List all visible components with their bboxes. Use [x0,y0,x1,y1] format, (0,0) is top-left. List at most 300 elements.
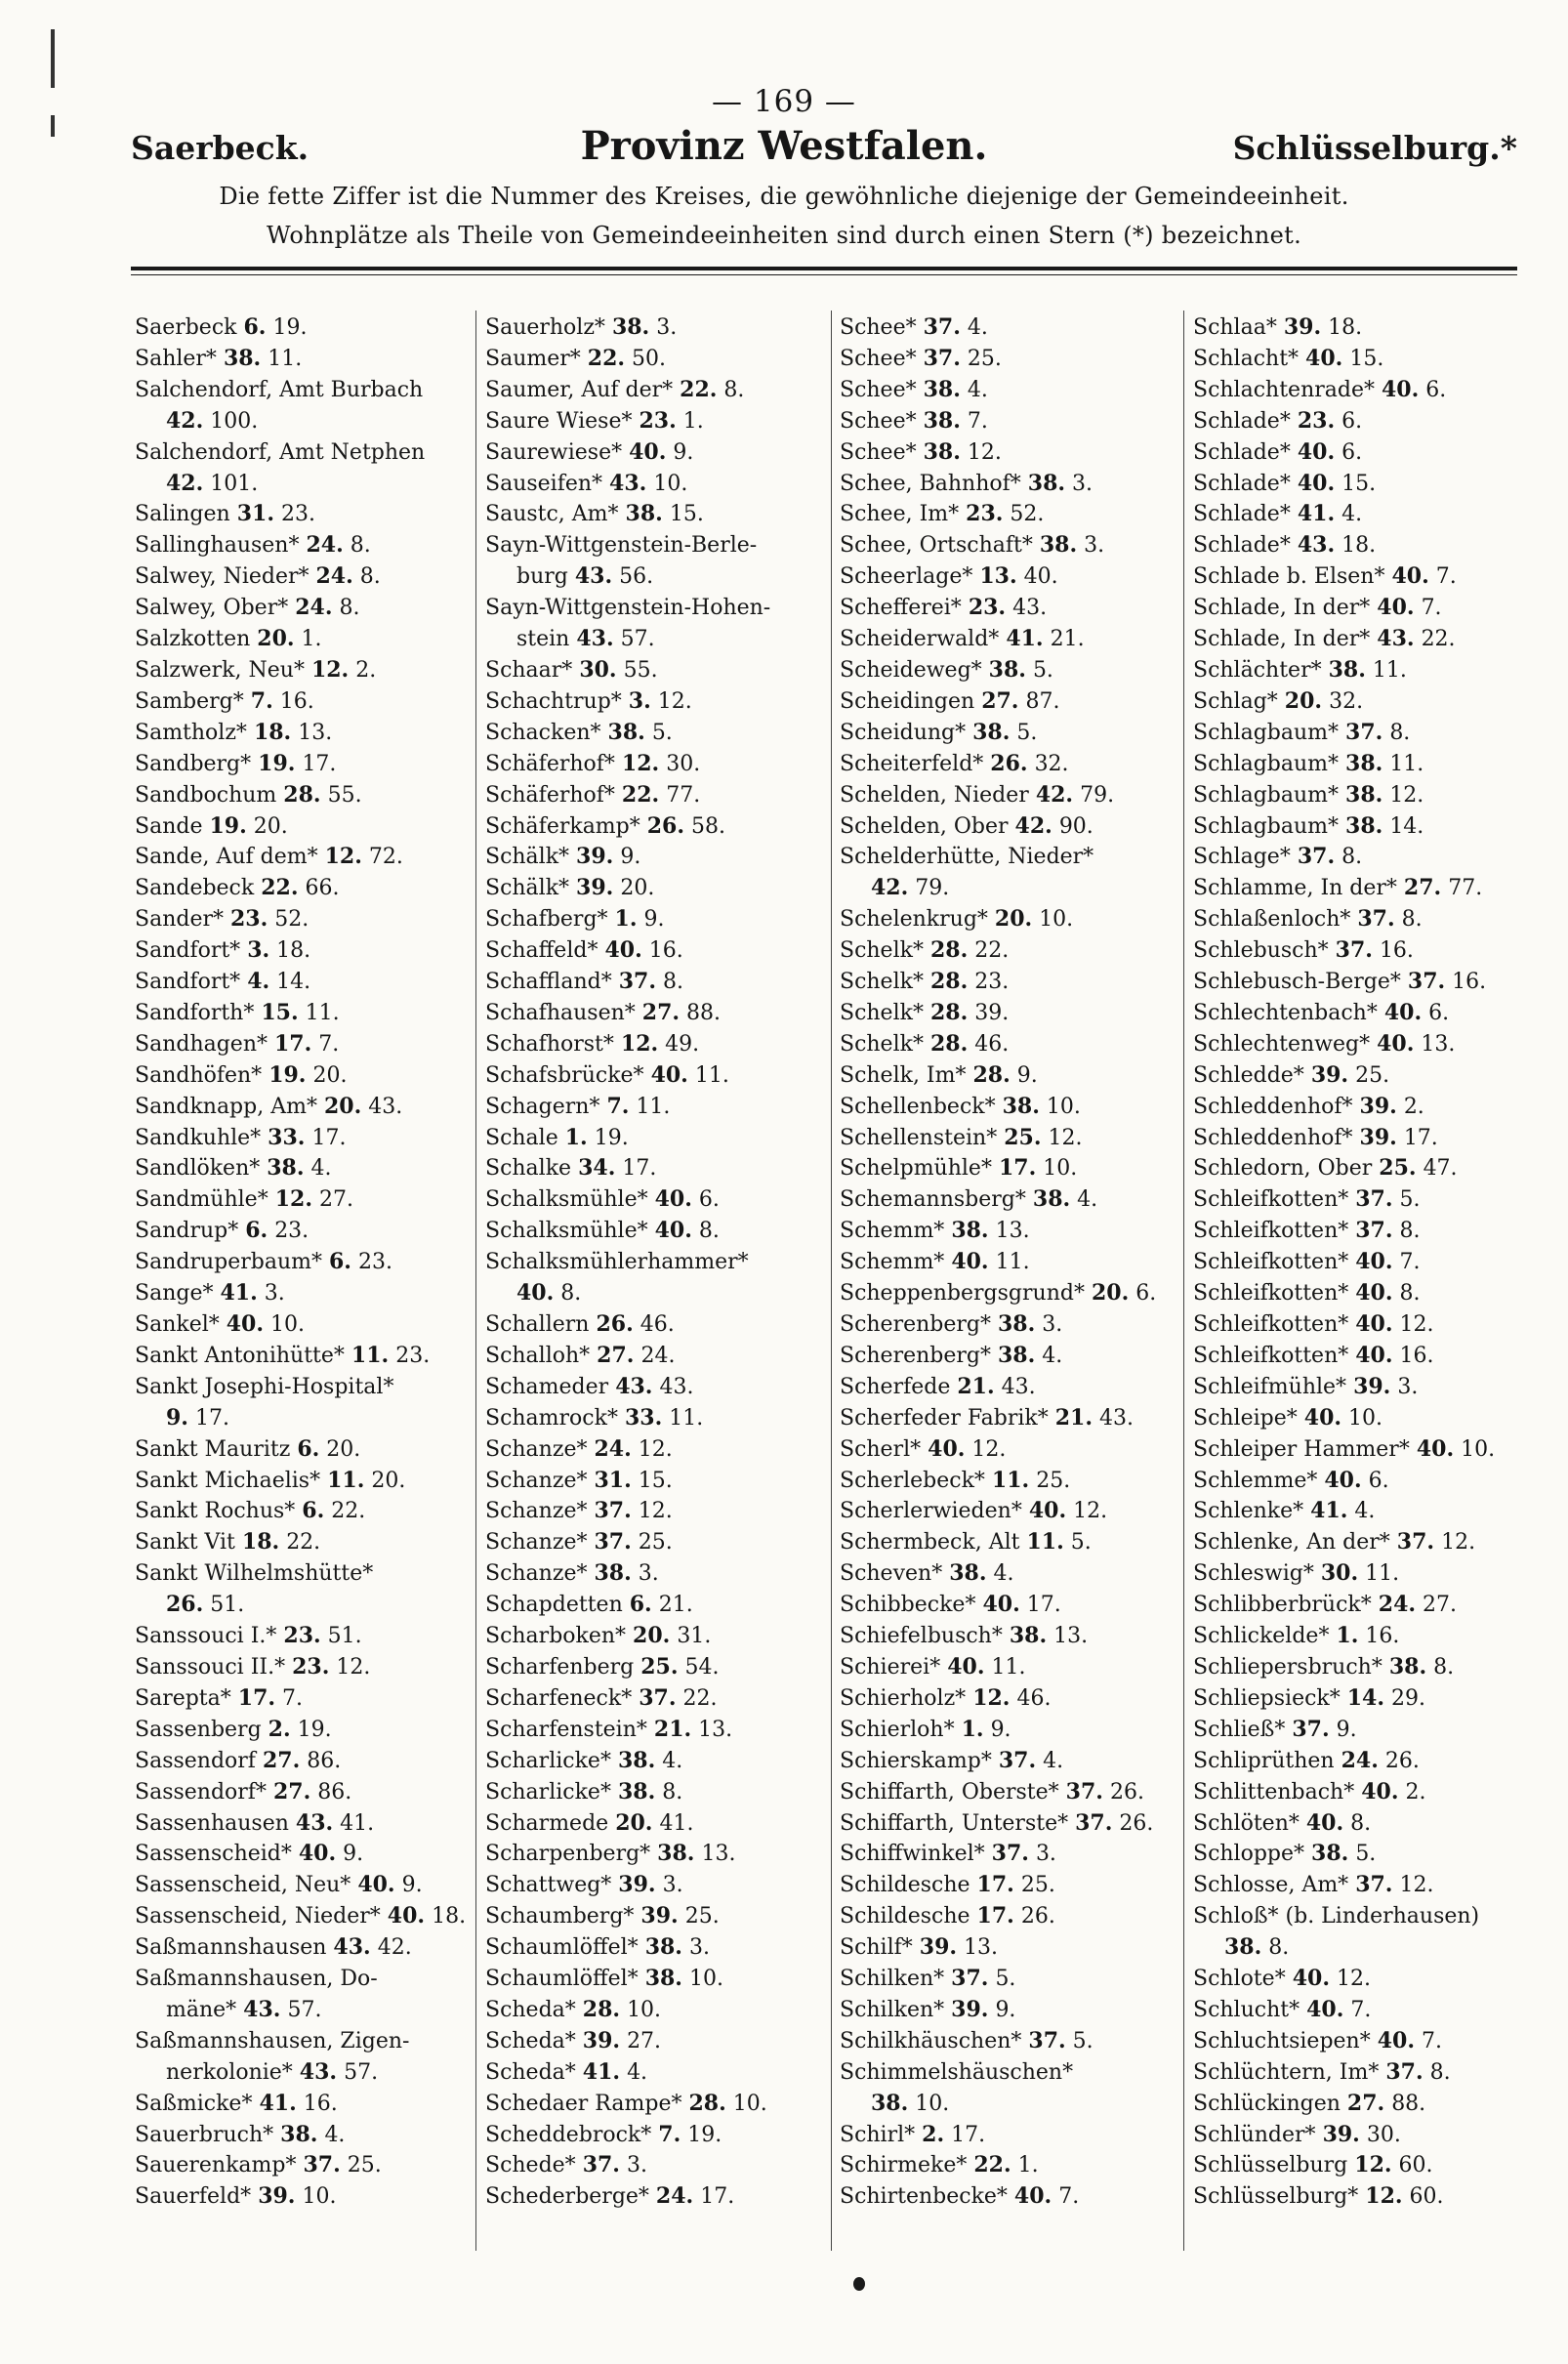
entry-place-name: Schleddenhof* [1193,1094,1353,1119]
entry-municipality-number: 57. [287,1997,322,2022]
entry-municipality-number: 3. [626,2153,647,2178]
index-entry [840,1808,1179,1840]
index-entry [1193,1715,1533,1746]
entry-district-number: 20. [1091,1280,1130,1306]
index-entry [135,1216,475,1247]
entry-district-number: 22. [587,345,626,371]
index-entry [1193,1652,1533,1683]
entry-municipality-number: 88. [686,1000,722,1025]
entry-place-name: Schemannsberg* [840,1187,1026,1213]
entry-place-name: Schalloh* [485,1343,591,1368]
entry-place-name: Schacken* [485,720,601,745]
index-entry [1193,406,1533,437]
index-entry [485,312,825,344]
entry-place-name: Sankt Antonihütte* [135,1343,345,1368]
entry-place-name: Schleswig* [1193,1561,1314,1587]
index-entry [840,406,1179,437]
index-entry [135,873,475,904]
entry-municipality-number: 4. [1341,502,1363,527]
entry-place-name: Scharlicke* [485,1779,611,1804]
entry-place-name: Schlacht* [1193,346,1300,371]
index-entry [135,593,475,624]
entry-district-number: 39. [1359,1093,1397,1119]
entry-place-name: Schlag* [1193,688,1278,714]
entry-place-name: Schelk* [840,1000,924,1025]
entry-place-name: Scheddebrock* [485,2122,652,2147]
index-entry [135,2181,475,2213]
index-entry [840,1839,1179,1870]
entry-municipality-number: 5. [1016,720,1038,745]
entry-place-name: Sandforth* [135,1000,255,1025]
entry-place-name: Scharfenberg [485,1654,635,1680]
entry-municipality-number: 12. [1399,1873,1434,1898]
entry-district-number: 37. [594,1498,632,1524]
entry-place-name: Schedaer Rampe* [485,2091,682,2116]
entry-place-name: Schanze* [485,1561,588,1587]
entry-place-name: Schameder [485,1374,609,1399]
entry-place-name: Schlüsselburg* [1193,2184,1359,2210]
entry-municipality-number: 9. [620,845,641,870]
entry-municipality-number: 23. [274,1219,309,1244]
entry-municipality-number: 16. [1452,970,1487,995]
entry-district-number: 7. [606,1093,630,1119]
index-entry [840,312,1179,344]
entry-place-name: stein [516,627,570,652]
entry-district-number: 28. [283,781,321,808]
entry-municipality-number: 10. [915,2091,950,2116]
entry-place-name: Schlechtenweg* [1193,1031,1371,1057]
entry-municipality-number: 10. [1043,1156,1078,1182]
index-entry [485,904,825,935]
index-entry [840,1558,1179,1590]
index-entry [840,593,1179,624]
index-entry [485,998,825,1029]
entry-municipality-number: 101. [210,471,259,496]
entry-place-name: Sauerholz* [485,315,605,340]
entry-district-number: 33. [624,1404,663,1431]
index-entry [135,1092,475,1123]
entry-place-name: Schierholz* [840,1685,967,1711]
index-entry [1193,1123,1533,1154]
entry-municipality-number: 17. [302,751,337,776]
index-entry [840,935,1179,967]
entry-place-name: Schierskamp* [840,1748,992,1773]
entry-municipality-number: 3. [638,1561,659,1587]
index-entry [485,2120,825,2151]
entry-place-name: Schließ* [1193,1717,1286,1742]
index-entry [1193,2150,1533,2181]
entry-district-number: 38. [1388,1653,1427,1680]
entry-municipality-number: 13. [1421,1031,1456,1057]
index-entry [1193,2120,1533,2151]
entry-place-name: Sandfort* [135,938,241,964]
entry-district-number: 20. [994,906,1033,933]
entry-place-name: Sande, Auf dem* [135,845,318,870]
index-entry [485,1184,825,1216]
entry-place-name: Sallinghausen* [135,533,300,559]
entry-place-name: Schleifkotten* [1193,1219,1349,1244]
entry-municipality-number: 7. [282,1685,304,1711]
entry-place-name: Scherfede [840,1374,951,1399]
entry-district-number: 40. [1383,999,1423,1025]
entry-place-name: Schlaa* [1193,315,1277,340]
entry-district-number: 40. [654,1218,692,1244]
entry-district-number: 43. [574,563,613,590]
entry-district-number: 40. [982,1592,1020,1618]
entry-district-number: 37. [1292,1716,1330,1742]
entry-district-number: 28. [929,969,969,995]
entry-place-name: Sandmühle* [135,1187,268,1213]
entry-district-number: 38. [644,1934,682,1961]
entry-place-name: Schale [485,1125,558,1150]
entry-district-number: 42. [871,875,909,901]
index-entry [135,312,475,344]
entry-district-number: 3. [628,687,651,714]
entry-municipality-number: 12. [1336,1967,1371,1992]
index-entry [135,1153,475,1184]
entry-municipality-number: 42. [377,1935,412,1961]
entry-district-number: 38. [1345,750,1383,776]
entry-place-name: Schlage* [1193,845,1291,870]
entry-municipality-number: 43. [1001,1374,1036,1399]
entry-municipality-number: 9. [643,907,665,933]
entry-district-number: 28. [929,937,969,964]
index-entry [135,1683,475,1715]
entry-place-name: Schee* [840,439,917,465]
entry-municipality-number: 8. [359,564,381,590]
index-entry [840,375,1179,406]
index-entry [135,1434,475,1466]
entry-place-name: Schelk* [840,970,924,995]
entry-municipality-number: 21. [1050,627,1085,652]
entry-municipality-number: 6. [1428,1000,1450,1025]
entry-district-number: 12. [972,1684,1011,1711]
entry-district-number: 38. [988,656,1026,683]
entry-municipality-number: 79. [1080,782,1115,808]
entry-place-name: Samberg* [135,688,244,714]
entry-place-name: Scherl* [840,1436,922,1462]
index-entry [135,1901,475,1932]
entry-place-name: Schleddenhof* [1193,1125,1353,1150]
entry-municipality-number: 29. [1391,1685,1426,1711]
index-entry [840,499,1179,530]
entry-municipality-number: 12. [657,688,692,714]
index-entry [485,1372,825,1403]
entry-place-name: Salchendorf, Amt Netphen [135,439,426,465]
entry-place-name: Schelk, Im* [840,1062,967,1088]
index-entry [485,406,825,437]
entry-place-name: Schaffland* [485,970,612,995]
index-entry [1193,811,1533,843]
index-entry [1193,1901,1533,1932]
entry-district-number: 40. [1355,1249,1393,1275]
entry-district-number: 12. [620,1030,659,1057]
entry-municipality-number: 12. [971,1436,1007,1462]
index-entry [485,1060,825,1092]
index-entry [135,1932,475,1964]
entry-district-number: 39. [1359,1124,1397,1150]
entry-place-name: Schlemme* [1193,1468,1318,1493]
index-entry [840,2181,1179,2213]
entry-place-name: Sandebeck [135,876,255,901]
entry-place-name: Sankt Josephi-Hospital* [135,1374,394,1399]
entry-municipality-number: 52. [1010,502,1045,527]
entry-district-number: 40. [1355,1311,1393,1337]
entry-municipality-number: 7. [1350,1997,1372,2022]
index-entry [1193,749,1533,780]
entry-district-number: 40. [1297,438,1336,465]
entry-place-name: Saßmannshausen [135,1935,327,1961]
index-entry [1193,1621,1533,1652]
entry-district-number: 30. [1320,1560,1359,1587]
entry-district-number: 28. [972,1061,1011,1088]
index-entry [840,1777,1179,1808]
index-entry [840,1964,1179,1995]
entry-district-number: 24. [306,532,344,559]
entry-place-name: Sauseifen* [485,471,603,496]
entry-municipality-number: 23. [974,970,1010,995]
index-entry [485,1153,825,1184]
entry-municipality-number: 12. [967,439,1002,465]
entry-place-name: Sankt Michaelis* [135,1468,321,1493]
entry-district-number: 30. [579,656,617,683]
entry-place-name: Schlade* [1193,533,1291,559]
entry-municipality-number: 1. [682,408,704,434]
entry-place-name: Schee* [840,377,917,402]
entry-place-name: Schlöten* [1193,1810,1300,1836]
index-entry [485,1995,825,2026]
index-entry [840,1527,1179,1558]
index-entry [135,749,475,780]
entry-municipality-number: 26. [1384,1748,1420,1773]
entry-district-number: 26. [166,1592,204,1618]
entry-district-number: 28. [688,2090,726,2116]
running-head-first-entry: Saerbeck. [131,129,309,167]
entry-municipality-number: 25. [347,2153,382,2178]
entry-district-number: 37. [923,345,961,371]
entry-district-number: 23. [968,595,1007,621]
entry-place-name: Sandhagen* [135,1031,268,1057]
entry-place-name: Sassenscheid, Nieder* [135,1904,381,1929]
entry-district-number: 43. [295,1809,334,1836]
entry-municipality-number: 7. [1421,596,1442,621]
index-entry [840,2026,1179,2057]
entry-district-number: 26. [646,812,685,839]
entry-district-number: 40. [298,1841,337,1867]
entry-municipality-number: 41. [659,1810,694,1836]
index-column-1 [135,312,475,2213]
entry-place-name: Scheppenbergsgrund* [840,1281,1085,1306]
index-entry [485,1870,825,1901]
entry-district-number: 38. [923,438,961,465]
entry-district-number: 40. [1416,1435,1455,1462]
entry-district-number: 38. [998,1342,1036,1368]
entry-district-number: 40. [604,937,642,964]
entry-district-number: 38. [923,376,961,402]
entry-municipality-number: 8. [1429,2059,1451,2085]
entry-municipality-number: 22. [286,1530,321,1555]
index-entry [135,499,475,530]
entry-district-number: 22. [261,875,299,901]
header-rule-thin [131,274,1517,275]
entry-municipality-number: 12. [1073,1499,1108,1524]
entry-place-name: mäne* [166,1997,237,2022]
entry-district-number: 17. [237,1684,276,1711]
index-entry [135,967,475,998]
entry-district-number: 6. [297,1435,320,1462]
index-entry [485,873,825,904]
entry-municipality-number: 4. [310,1156,332,1182]
entry-place-name: Schelden, Ober [840,813,1009,839]
entry-municipality-number: 11. [268,346,303,371]
entry-district-number: 40. [650,1061,688,1088]
entry-place-name: Scheda* [485,1997,576,2022]
index-entry [135,1808,475,1840]
entry-district-number: 2. [922,2121,945,2147]
entry-place-name: Schlagbaum* [1193,813,1340,839]
index-entry [840,873,1179,904]
entry-place-name: Schafhausen* [485,1000,636,1025]
entry-place-name: Schaffeld* [485,938,598,964]
entry-municipality-number: 13. [1053,1624,1089,1649]
entry-municipality-number: 88. [1391,2091,1426,2116]
column-divider [1183,311,1184,2251]
index-entry [1193,1466,1533,1497]
column-divider [831,311,832,2251]
entry-municipality-number: 22. [974,938,1010,964]
entry-district-number: 38. [607,719,645,745]
entry-municipality-number: 7. [1399,1250,1421,1275]
entry-district-number: 27. [1346,2090,1385,2116]
entry-place-name: Schilf* [840,1935,913,1961]
index-entry [135,655,475,686]
entry-municipality-number: 32. [1034,751,1069,776]
index-entry [1193,904,1533,935]
entry-municipality-number: 43. [368,1094,403,1119]
entry-district-number: 37. [594,1529,632,1555]
index-entry [840,1029,1179,1060]
entry-district-number: 38. [657,1841,695,1867]
index-entry [135,811,475,843]
entry-district-number: 43. [1297,532,1336,559]
entry-district-number: 41. [259,2090,297,2116]
entry-municipality-number: 7. [1435,564,1457,590]
entry-place-name: Sandkuhle* [135,1125,262,1150]
entry-district-number: 17. [274,1030,312,1057]
entry-place-name: Salchendorf, Amt Burbach [135,377,424,402]
entry-place-name: Schlade, In der* [1193,596,1371,621]
entry-district-number: 18. [241,1529,280,1555]
entry-place-name: Sassendorf* [135,1779,267,1804]
entry-municipality-number: 5. [1072,2028,1093,2053]
entry-municipality-number: 25. [967,346,1002,371]
entry-district-number: 23. [1297,407,1336,434]
entry-municipality-number: 23. [395,1343,431,1368]
index-entry [135,1558,475,1590]
entry-place-name: Schanze* [485,1468,588,1493]
index-entry [1193,967,1533,998]
entry-district-number: 40. [516,1280,555,1306]
index-entry [840,1341,1179,1372]
entry-place-name: Schattweg* [485,1873,612,1898]
entry-district-number: 40. [1355,1280,1393,1306]
entry-place-name: Schlebusch* [1193,938,1329,964]
index-entry [840,718,1179,749]
entry-district-number: 38. [223,345,262,371]
index-entry [1193,1029,1533,1060]
entry-district-number: 37. [923,314,961,340]
entry-municipality-number: 52. [274,907,309,933]
index-entry [1193,1932,1533,1964]
entry-municipality-number: 72. [368,845,403,870]
index-entry [840,655,1179,686]
index-entry [485,749,825,780]
index-entry [1193,1746,1533,1777]
entry-district-number: 27. [641,999,681,1025]
entry-municipality-number: 12. [638,1436,673,1462]
entry-municipality-number: 30. [666,751,701,776]
entry-district-number: 38. [1027,470,1066,496]
entry-place-name: Schellenbeck* [840,1094,996,1119]
entry-place-name: Saumer, Auf der* [485,377,674,402]
index-entry [135,2057,475,2089]
running-head-last-entry: Schlüsselburg.* [1232,129,1517,167]
entry-municipality-number: 10. [1461,1436,1496,1462]
entry-district-number: 23. [283,1623,321,1649]
entry-place-name: Schloß* (b. Linderhausen) [1193,1904,1480,1929]
entry-district-number: 38. [972,719,1011,745]
entry-place-name: Schlosse, Am* [1193,1873,1349,1898]
index-entry [485,1777,825,1808]
entry-municipality-number: 12. [1048,1125,1083,1150]
index-entry [1193,312,1533,344]
entry-district-number: 11. [327,1467,365,1493]
index-entry [1193,2181,1533,2213]
entry-place-name: Salingen [135,502,230,527]
index-entry [840,967,1179,998]
entry-municipality-number: 15. [638,1468,673,1493]
entry-district-number: 37. [1355,1218,1393,1244]
entry-municipality-number: 18. [432,1904,467,1929]
index-entry [485,437,825,469]
entry-district-number: 17. [976,1903,1014,1929]
entry-municipality-number: 10. [688,1967,723,1992]
index-entry [1193,935,1533,967]
entry-district-number: 39. [582,2027,621,2053]
entry-district-number: 7. [250,687,273,714]
entry-district-number: 40. [1292,1966,1330,1992]
entry-municipality-number: 4. [1354,1499,1376,1524]
entry-municipality-number: 11. [1372,657,1407,683]
entry-district-number: 39. [951,1996,989,2022]
entry-district-number: 20. [615,1809,653,1836]
entry-place-name: Schloppe* [1193,1842,1305,1867]
entry-place-name: Schaumlöffel* [485,1935,639,1961]
entry-municipality-number: 18. [1341,533,1377,559]
entry-municipality-number: 77. [666,782,701,808]
entry-place-name: Schimmelshäuschen* [840,2059,1074,2085]
entry-place-name: Schelden, Nieder [840,782,1029,808]
entry-district-number: 43. [333,1934,371,1961]
entry-place-name: Schiffarth, Oberste* [840,1779,1059,1804]
entry-municipality-number: 58. [691,813,726,839]
entry-place-name: Schefferei* [840,596,962,621]
entry-municipality-number: 13. [964,1935,999,1961]
entry-place-name: Sankt Vit [135,1530,235,1555]
entry-place-name: Schlebusch-Berge* [1193,970,1401,995]
entry-place-name: Schiffwinkel* [840,1842,985,1867]
entry-municipality-number: 4. [1077,1187,1098,1213]
